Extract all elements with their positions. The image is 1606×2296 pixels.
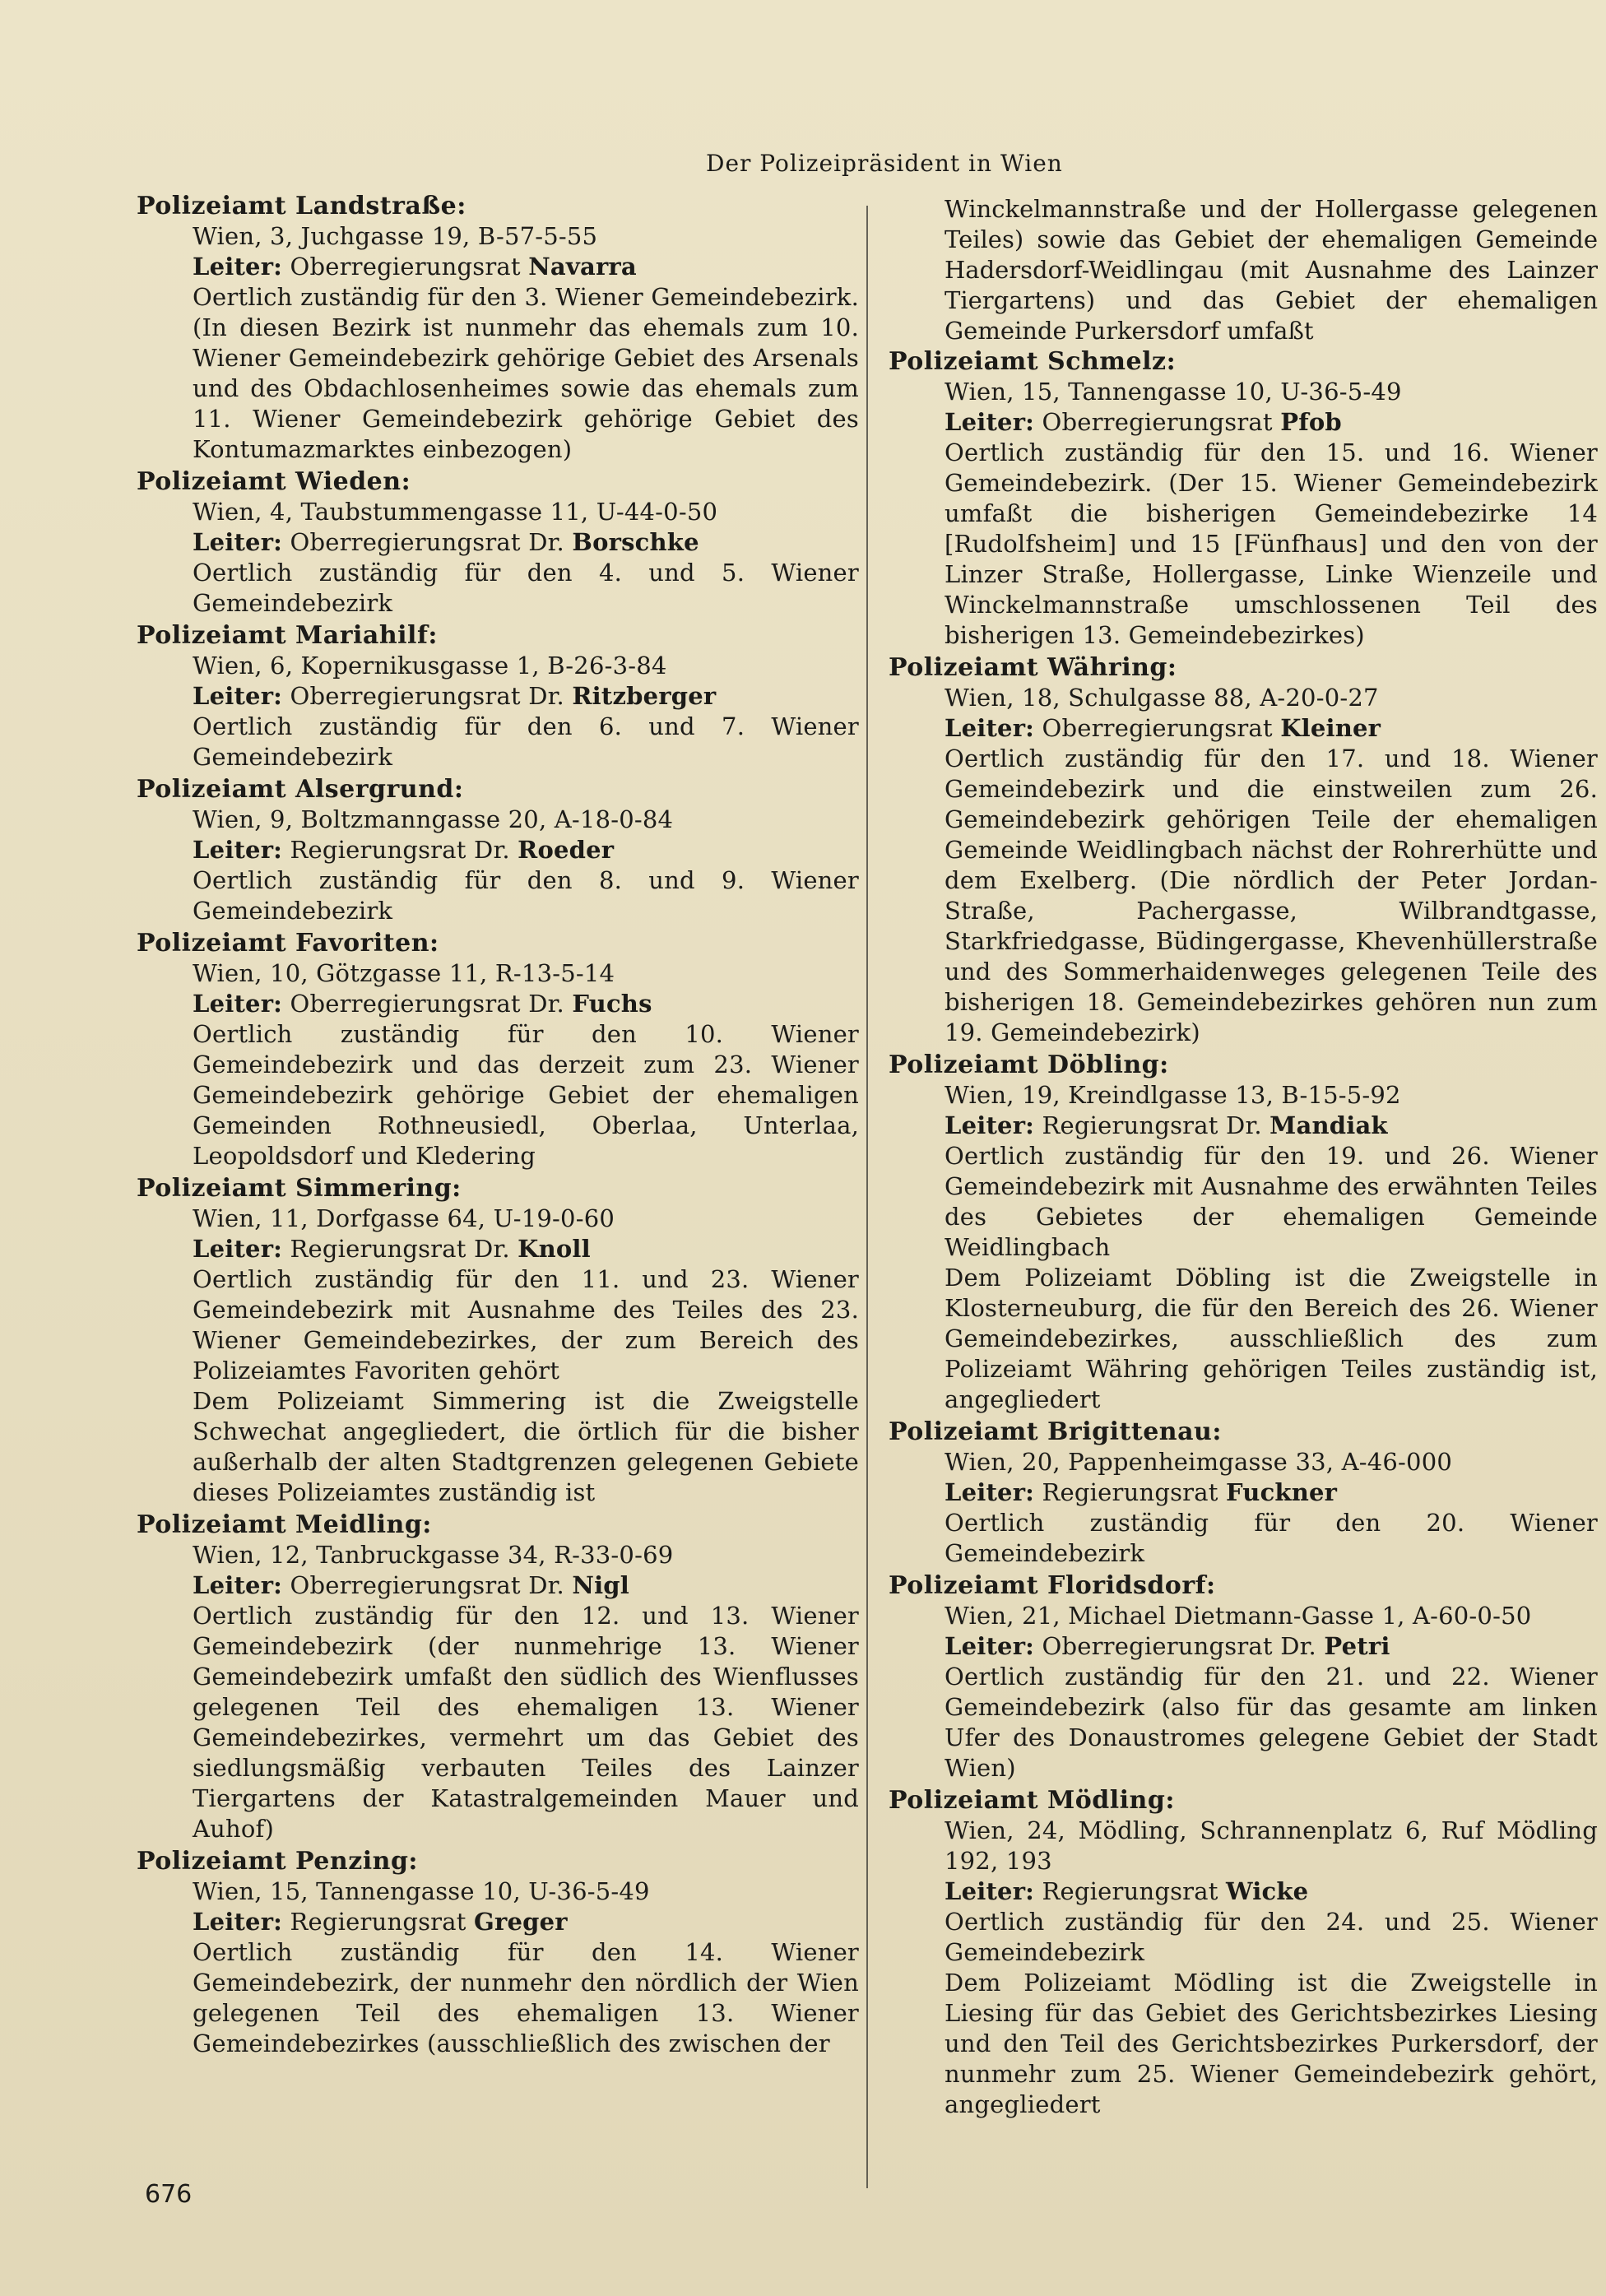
entry-title: Polizeiamt Schmelz: — [889, 347, 1177, 376]
leiter-rank: Regierungsrat Dr. — [290, 1235, 510, 1263]
leiter-rank: Oberregierungsrat — [1042, 714, 1273, 742]
entry-address: Wien, 10, Götzgasse 11, R-13-5-14 — [193, 959, 615, 987]
entry-doebling — [889, 1050, 1598, 1415]
entry-address: Wien, 20, Pappenheimgasse 33, A-46-000 — [945, 1448, 1452, 1476]
leiter-label: Leiter: — [945, 408, 1035, 436]
leiter-label: Leiter: — [193, 990, 283, 1018]
entry-note: Dem Polizeiamt Mödling ist die Zweigstelle in Liesing für das Gebiet des Gerichtsbezirkes Liesing und den Teil des Gerichtsbezirkes Purkersdorf, der nunmehr zum 25. Wiener Gemeindebezirk gehört, angegliedert — [945, 1969, 1598, 2118]
leiter-name: Greger — [474, 1908, 568, 1936]
entry-leiter — [193, 1570, 859, 1601]
leiter-label: Leiter: — [193, 682, 283, 710]
page-number: 676 — [145, 2180, 193, 2209]
entry-penzing — [137, 1846, 859, 2059]
leiter-label: Leiter: — [945, 1877, 1035, 1905]
leiter-name: Roeder — [518, 836, 615, 864]
leiter-rank: Oberregierungsrat Dr. — [290, 682, 564, 710]
leiter-name: Knoll — [518, 1235, 591, 1263]
entry-title: Polizeiamt Alsergrund: — [137, 775, 464, 804]
entry-wieden — [137, 466, 859, 619]
leiter-label: Leiter: — [193, 836, 283, 864]
leiter-name: Pfob — [1280, 408, 1342, 436]
leiter-name: Nigl — [572, 1571, 629, 1599]
entry-meidling — [137, 1510, 859, 1844]
leiter-name: Wicke — [1226, 1877, 1309, 1905]
leiter-label: Leiter: — [193, 253, 283, 281]
right-column — [889, 194, 1598, 2122]
entry-address: Wien, 3, Juchgasse 19, B-57-5-55 — [193, 222, 598, 250]
entry-schmelz — [889, 346, 1598, 651]
entry-address: Wien, 18, Schulgasse 88, A-20-0-27 — [945, 684, 1379, 712]
leiter-label: Leiter: — [945, 1632, 1035, 1660]
leiter-name: Mandiak — [1269, 1111, 1388, 1139]
entry-leiter — [193, 527, 859, 558]
entry-description: Oertlich zuständig für den 3. Wiener Gemeindebezirk. (In diesen Bezirk ist nunmehr das ehemals zum 10. Wiener Gemeindebezirk gehörige Gebiet des Arsenals und des Obdachlosenheimes sowie das ehemals zum 11. Wiener Gemeindebezirk gehörige Gebiet des Kontumazmarktes einbezogen) — [193, 283, 859, 463]
entry-address: Wien, 15, Tannengasse 10, U-36-5-49 — [193, 1877, 650, 1905]
entry-alsergrund — [137, 774, 859, 926]
entry-leiter — [945, 407, 1598, 438]
entry-description: Oertlich zuständig für den 14. Wiener Gemeindebezirk, der nunmehr den nördlich der Wien gelegenen Teil des ehemaligen 13. Wiener Gemeindebezirkes (ausschließlich des zwischen der — [193, 1938, 859, 2057]
entry-leiter — [193, 989, 859, 1019]
leiter-name: Borschke — [572, 528, 699, 556]
entry-description: Oertlich zuständig für den 10. Wiener Gemeindebezirk und das derzeit zum 23. Wiener Gemeindebezirk gehörige Gebiet der ehemaligen Gemeinden Rothneusiedl, Oberlaa, Unterlaa, Leopoldsdorf und Kledering — [193, 1020, 859, 1170]
entry-floridsdorf — [889, 1570, 1598, 1783]
entry-leiter — [193, 681, 859, 712]
entry-address: Wien, 15, Tannengasse 10, U-36-5-49 — [945, 378, 1402, 406]
leiter-name: Ritzberger — [572, 682, 717, 710]
leiter-rank: Regierungsrat — [290, 1908, 466, 1936]
entry-description: Oertlich zuständig für den 6. und 7. Wiener Gemeindebezirk — [193, 712, 859, 771]
entry-waehring — [889, 652, 1598, 1048]
entry-leiter — [945, 1631, 1598, 1662]
leiter-rank: Oberregierungsrat Dr. — [290, 1571, 564, 1599]
entry-address: Wien, 19, Kreindlgasse 13, B-15-5-92 — [945, 1081, 1401, 1109]
entry-title: Polizeiamt Währing: — [889, 653, 1177, 682]
entry-address: Wien, 12, Tanbruckgasse 34, R-33-0-69 — [193, 1541, 674, 1569]
running-head: Der Polizeipräsident in Wien — [706, 150, 1063, 177]
entry-address: Wien, 11, Dorfgasse 64, U-19-0-60 — [193, 1204, 615, 1232]
entry-note: Dem Polizeiamt Döbling ist die Zweigstelle in Klosterneuburg, die für den Bereich des 26. Wiener Gemeindebezirkes, ausschließlich des zum Polizeiamt Währing gehörigen Teiles zuständig ist, angegliedert — [945, 1264, 1598, 1413]
entry-address: Wien, 4, Taubstummengasse 11, U-44-0-50 — [193, 498, 718, 526]
entry-description: Oertlich zuständig für den 24. und 25. Wiener Gemeindebezirk — [945, 1908, 1598, 1966]
entry-description: Oertlich zuständig für den 8. und 9. Wiener Gemeindebezirk — [193, 866, 859, 925]
entry-title: Polizeiamt Mödling: — [889, 1786, 1175, 1815]
entry-moedling — [889, 1785, 1598, 2120]
entry-description: Oertlich zuständig für den 4. und 5. Wiener Gemeindebezirk — [193, 559, 859, 617]
left-column — [137, 191, 859, 2061]
leiter-name: Navarra — [528, 253, 637, 281]
leiter-label: Leiter: — [193, 1235, 283, 1263]
entry-description: Oertlich zuständig für den 21. und 22. Wiener Gemeindebezirk (also für das gesamte am linken Ufer des Donaustromes gelegene Gebiet der Stadt Wien) — [945, 1663, 1598, 1782]
entry-title: Polizeiamt Landstraße: — [137, 192, 466, 220]
entry-title: Polizeiamt Brigittenau: — [889, 1417, 1222, 1446]
column-divider — [866, 206, 868, 2188]
entry-simmering — [137, 1173, 859, 1508]
entry-leiter — [193, 1234, 859, 1264]
entry-landstrasse — [137, 191, 859, 465]
entry-description: Oertlich zuständig für den 11. und 23. Wiener Gemeindebezirk mit Ausnahme des Teiles des 23. Wiener Gemeindebezirkes, der zum Bereich des Polizeiamtes Favoriten gehört — [193, 1265, 859, 1385]
entry-title: Polizeiamt Döbling: — [889, 1051, 1169, 1079]
leiter-rank: Oberregierungsrat — [290, 253, 521, 281]
leiter-label: Leiter: — [193, 1908, 283, 1936]
leiter-rank: Oberregierungsrat Dr. — [1042, 1632, 1316, 1660]
entry-description: Oertlich zuständig für den 15. und 16. Wiener Gemeindebezirk. (Der 15. Wiener Gemeindebezirk umfaßt die bisherigen Gemeindebezirke 14 [Rudolfsheim] und 15 [Fünfhaus] und den von der Linzer Straße, Hollergasse, Linke Wienzeile und Winckelmannstraße umschlossenen Teil des bisherigen 13. Gemeindebezirkes) — [945, 438, 1598, 649]
leiter-rank: Oberregierungsrat — [1042, 408, 1273, 436]
entry-title: Polizeiamt Mariahilf: — [137, 621, 438, 650]
leiter-rank: Oberregierungsrat Dr. — [290, 528, 564, 556]
leiter-name: Kleiner — [1280, 714, 1381, 742]
entry-title: Polizeiamt Meidling: — [137, 1510, 432, 1539]
leiter-rank: Regierungsrat — [1042, 1877, 1218, 1905]
entry-title: Polizeiamt Simmering: — [137, 1174, 462, 1203]
leiter-rank: Regierungsrat Dr. — [1042, 1111, 1262, 1139]
entry-leiter — [193, 835, 859, 865]
leiter-rank: Oberregierungsrat Dr. — [290, 990, 564, 1018]
leiter-name: Fuckner — [1226, 1478, 1338, 1506]
leiter-label: Leiter: — [945, 1478, 1035, 1506]
entry-address: Wien, 24, Mödling, Schrannenplatz 6, Ruf Mödling 192, 193 — [945, 1816, 1598, 1875]
entry-title: Polizeiamt Penzing: — [137, 1847, 419, 1876]
entry-description: Oertlich zuständig für den 20. Wiener Gemeindebezirk — [945, 1509, 1598, 1567]
entry-mariahilf — [137, 620, 859, 772]
entry-description: Oertlich zuständig für den 17. und 18. Wiener Gemeindebezirk und die einstweilen zum 26. Gemeindebezirk gehörigen Teile der ehemaligen Gemeinde Weidlingbach nächst der Rohrerhütte und dem Exelberg. (Die nördlich der Peter Jordan-Straße, Pachergasse, Wilbrandtgasse, Starkfriedgasse, Büdingergasse, Khevenhüllerstraße und des Sommerhaidenweges gelegenen Teile des bisherigen 18. Gemeindebezirkes gehören nun zum 19. Gemeindebezirk) — [945, 744, 1598, 1046]
leiter-name: Petri — [1324, 1632, 1390, 1660]
continued-text: Winckelmannstraße und der Hollergasse gelegenen Teiles) sowie das Gebiet der ehemaligen Gemeinde Hadersdorf-Weidlingau (mit Ausnahme des Lainzer Tiergartens) und das Gebiet der ehemaligen Gemeinde Purkersdorf umfaßt — [945, 195, 1598, 345]
leiter-label: Leiter: — [945, 1111, 1035, 1139]
entry-note: Dem Polizeiamt Simmering ist die Zweigstelle Schwechat angegliedert, die örtlich für die bisher außerhalb der alten Stadtgrenzen gelegenen Gebiete dieses Polizeiamtes zuständig ist — [193, 1387, 859, 1506]
entry-address: Wien, 21, Michael Dietmann-Gasse 1, A-60-0-50 — [945, 1602, 1532, 1630]
entry-description: Oertlich zuständig für den 19. und 26. Wiener Gemeindebezirk mit Ausnahme des erwähnten Teiles des Gebietes der ehemaligen Gemeinde Weidlingbach — [945, 1142, 1598, 1261]
leiter-rank: Regierungsrat Dr. — [290, 836, 510, 864]
leiter-label: Leiter: — [193, 528, 283, 556]
entry-favoriten — [137, 928, 859, 1171]
leiter-label: Leiter: — [945, 714, 1035, 742]
leiter-name: Fuchs — [572, 990, 652, 1018]
entry-title: Polizeiamt Favoriten: — [137, 929, 439, 958]
entry-title: Polizeiamt Wieden: — [137, 467, 411, 496]
leiter-rank: Regierungsrat — [1042, 1478, 1218, 1506]
entry-description: Oertlich zuständig für den 12. und 13. Wiener Gemeindebezirk (der nunmehrige 13. Wiener Gemeindebezirk umfaßt den südlich des Wienflusses gelegenen Teil des ehemaligen 13. Wiener Gemeindebezirkes, vermehrt um das Gebiet des siedlungsmäßig verbauten Teiles des Lainzer Tiergartens der Katastralgemeinden Mauer und Auhof) — [193, 1602, 859, 1843]
entry-address: Wien, 9, Boltzmanngasse 20, A-18-0-84 — [193, 805, 674, 833]
entry-leiter — [945, 1876, 1598, 1907]
entry-leiter — [945, 713, 1598, 744]
entry-title: Polizeiamt Floridsdorf: — [889, 1571, 1216, 1600]
entry-brigittenau — [889, 1417, 1598, 1569]
entry-leiter — [193, 252, 859, 282]
leiter-label: Leiter: — [193, 1571, 283, 1599]
entry-leiter — [193, 1907, 859, 1937]
entry-leiter — [945, 1477, 1598, 1508]
entry-address: Wien, 6, Kopernikusgasse 1, B-26-3-84 — [193, 652, 667, 680]
entry-leiter — [945, 1111, 1598, 1141]
